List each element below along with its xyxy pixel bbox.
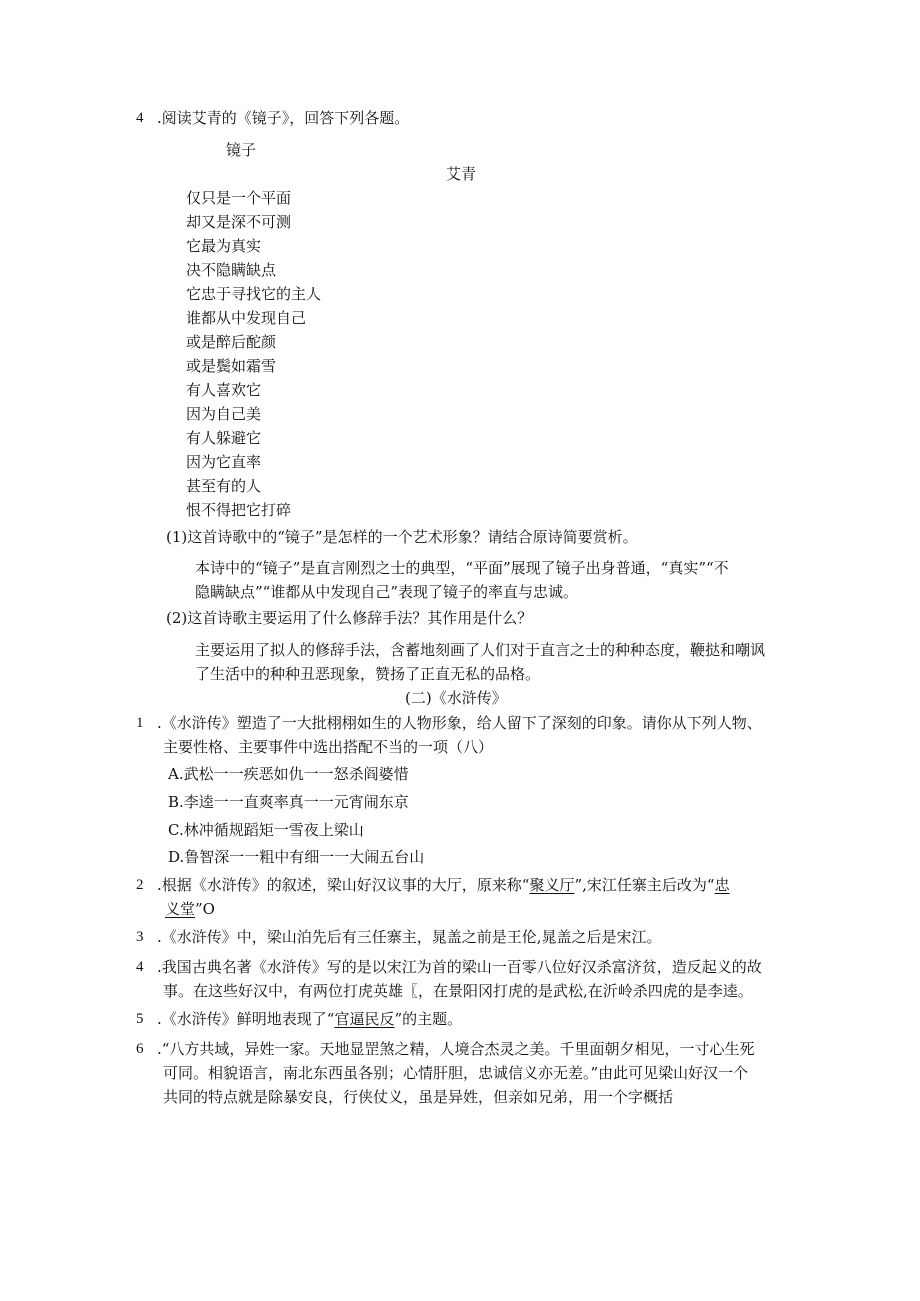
poem-line: 有人喜欢它: [186, 381, 262, 399]
option-a: A.武松一一疾恶如仇一一怒杀阎婆惜: [168, 765, 409, 783]
poem-line: 谁都从中发现自己: [186, 309, 307, 327]
question-text-part: ”O: [195, 900, 215, 918]
question-text: .我国古典名著《水浒传》写的是以宋江为首的梁山一百零八位好汉杀富济贫，造反起义的故: [157, 958, 762, 976]
poem-line: 仅只是一个平面: [186, 189, 292, 207]
poem-line: 因为它直率: [186, 453, 262, 471]
poem-line: 有人躲避它: [186, 429, 262, 447]
poem-line: 或是鬓如霜雪: [186, 357, 277, 375]
question-text: .“八方共域，异姓一家。天地显罡煞之精，人境合杰灵之美。千里面朝夕相见，一寸心生死: [157, 1040, 755, 1058]
answer-line: 主要运用了拟人的修辞手法，含蓄地刻画了人们对于直言之士的种种态度，鞭挞和嘲讽: [195, 641, 766, 659]
question-number: 2: [136, 877, 144, 893]
question-number: 4: [136, 959, 144, 975]
answer-line: 了生活中的种种丑恶现象，赞扬了正直无私的品格。: [195, 665, 541, 683]
question-text: .《水浒传》中，梁山泊先后有三任寨主，晁盖之前是王伦,晁盖之后是宋江。: [157, 928, 662, 946]
question-text-part: ”,宋江任寨主后改为“: [574, 876, 715, 894]
option-c: C.林冲循规蹈矩一雪夜上梁山: [168, 821, 364, 839]
answer-underlined: 聚义厅: [529, 876, 575, 894]
question-text: 共同的特点就是除暴安良，行侠仗义，虽是异姓，但亲如兄弟，用一个字概括: [163, 1088, 674, 1106]
answer-underlined: 官逼民反: [334, 1010, 395, 1028]
question-text: [157, 1009, 462, 1029]
answer-line: 本诗中的“镜子”是直言刚烈之士的典型，“平面”展现了镜子出身普通，“真实”“不: [195, 559, 729, 577]
question-number: 3: [136, 929, 144, 945]
question-text: .《水浒传》塑造了一大批栩栩如生的人物形象，给人留下了深刻的印象。请你从下列人物、: [157, 714, 762, 732]
poem-line: 它最为真实: [186, 237, 262, 255]
answer-line: 隐瞒缺点”“谁都从中发现自己”表现了镜子的率直与忠诚。: [195, 583, 579, 601]
question-text: 主要性格、主要事件中选出搭配不当的一项（八）: [163, 738, 494, 756]
question-text: [157, 875, 730, 895]
poem-line: 却又是深不可测: [186, 213, 292, 231]
poem-author: 艾青: [446, 165, 477, 183]
sub-question-1: (1)这首诗歌中的“镜子”是怎样的一个艺术形象？请结合原诗简要赏析。: [166, 528, 638, 546]
question-text: .阅读艾青的《镜子》，回答下列各题。: [157, 109, 410, 127]
poem-title: 镜子: [226, 141, 257, 159]
sub-question-2: (2)这首诗歌主要运用了什么修辞手法？其作用是什么？: [166, 609, 533, 627]
question-text-part: .根据《水浒传》的叙述，梁山好汉议事的大厅，原来称“: [157, 876, 530, 894]
poem-line: 恨不得把它打碎: [186, 501, 292, 519]
poem-line: 因为自己美: [186, 405, 262, 423]
question-text-part: .《水浒传》鲜明地表现了“: [157, 1010, 335, 1028]
question-number: 4: [136, 110, 144, 126]
option-d: D.鲁智深一一粗中有细一一大闹五台山: [168, 848, 425, 866]
question-text: 事。在这些好汉中，有两位打虎英雄〖，在景阳冈打虎的是武松,在沂岭杀四虎的是李逵。: [163, 982, 753, 1000]
poem-line: 决不隐瞒缺点: [186, 261, 277, 279]
poem-line: 或是醉后酡颜: [186, 333, 277, 351]
question-number: 5: [136, 1011, 144, 1027]
section-title: (二)《水浒传》: [405, 689, 507, 707]
question-number: 6: [136, 1041, 144, 1057]
question-text-part: ”的主题。: [394, 1010, 463, 1028]
answer-underlined: 忠: [714, 876, 730, 894]
poem-line: 甚至有的人: [186, 477, 262, 495]
question-text: 可同。相貌语言，南北东西虽各别；心情肝胆，忠诚信义亦无差。”由此可见梁山好汉一个: [163, 1064, 749, 1082]
answer-underlined: 义堂: [165, 900, 196, 918]
poem-line: 它忠于寻找它的主人: [186, 285, 322, 303]
question-text: [165, 899, 215, 919]
question-number: 1: [136, 715, 144, 731]
option-b: B.李逵一一直爽率真一一元宵闹东京: [168, 793, 409, 811]
